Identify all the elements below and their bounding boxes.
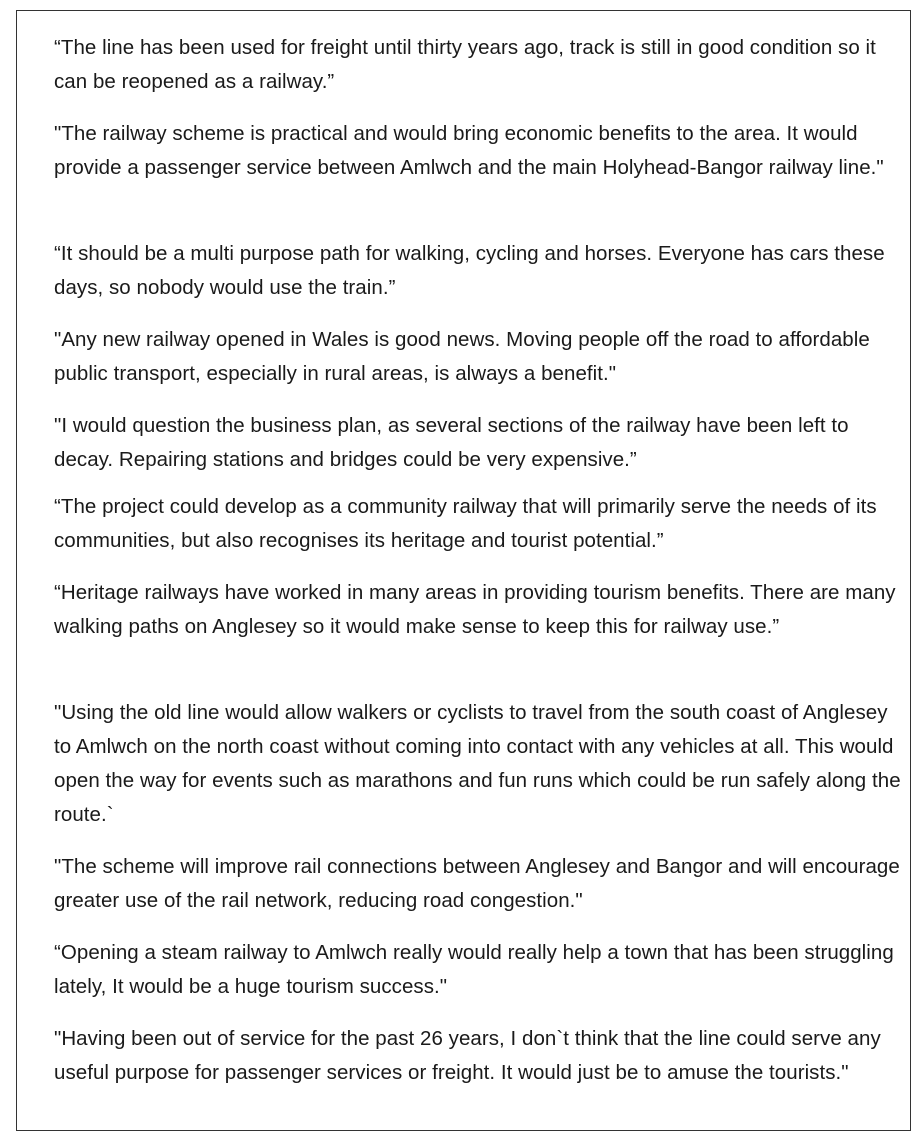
quote-rail-connections: "The scheme will improve rail connections between Anglesey and Bangor and will encourage greater use of the rail network, reducing road congestion." (54, 855, 900, 912)
quote-steam-railway-amlwch: “Opening a steam railway to Amlwch really would really help a town that has been struggling lately, It would be a huge tourism success." (54, 941, 894, 998)
quote-multi-purpose-path: “It should be a multi purpose path for walking, cycling and horses. Everyone has cars these days, so nobody would use the train.” (54, 242, 885, 299)
quote-new-railway-wales: "Any new railway opened in Wales is good news. Moving people off the road to affordable public transport, especially in rural areas, is always a benefit." (54, 328, 870, 385)
quote-heritage-railways: “Heritage railways have worked in many areas in providing tourism benefits. There are many walking paths on Anglesey so it would make sense to keep this for railway use.” (54, 581, 896, 638)
quote-freight-track: “The line has been used for freight until thirty years ago, track is still in good condition so it can be reopened as a railway.” (54, 36, 876, 93)
quote-walkers-cyclists: "Using the old line would allow walkers or cyclists to travel from the south coast of Anglesey to Amlwch on the north coast without coming into contact with any vehicles at all. This would open the way for events such as marathons and fun runs which could be run safely along the route.` (54, 701, 901, 826)
quote-out-of-service: "Having been out of service for the past 26 years, I don`t think that the line could serve any useful purpose for passenger services or freight. It would just be to amuse the tourists." (54, 1027, 881, 1084)
quote-economic-benefits: "The railway scheme is practical and would bring economic benefits to the area. It would provide a passenger service between Amlwch and the main Holyhead-Bangor railway line." (54, 122, 884, 179)
quote-community-railway: “The project could develop as a community railway that will primarily serve the needs of its communities, but also recognises its heritage and tourist potential.” (54, 495, 877, 552)
quote-business-plan: "I would question the business plan, as several sections of the railway have been left to decay. Repairing stations and bridges could be very expensive.” (54, 414, 849, 471)
